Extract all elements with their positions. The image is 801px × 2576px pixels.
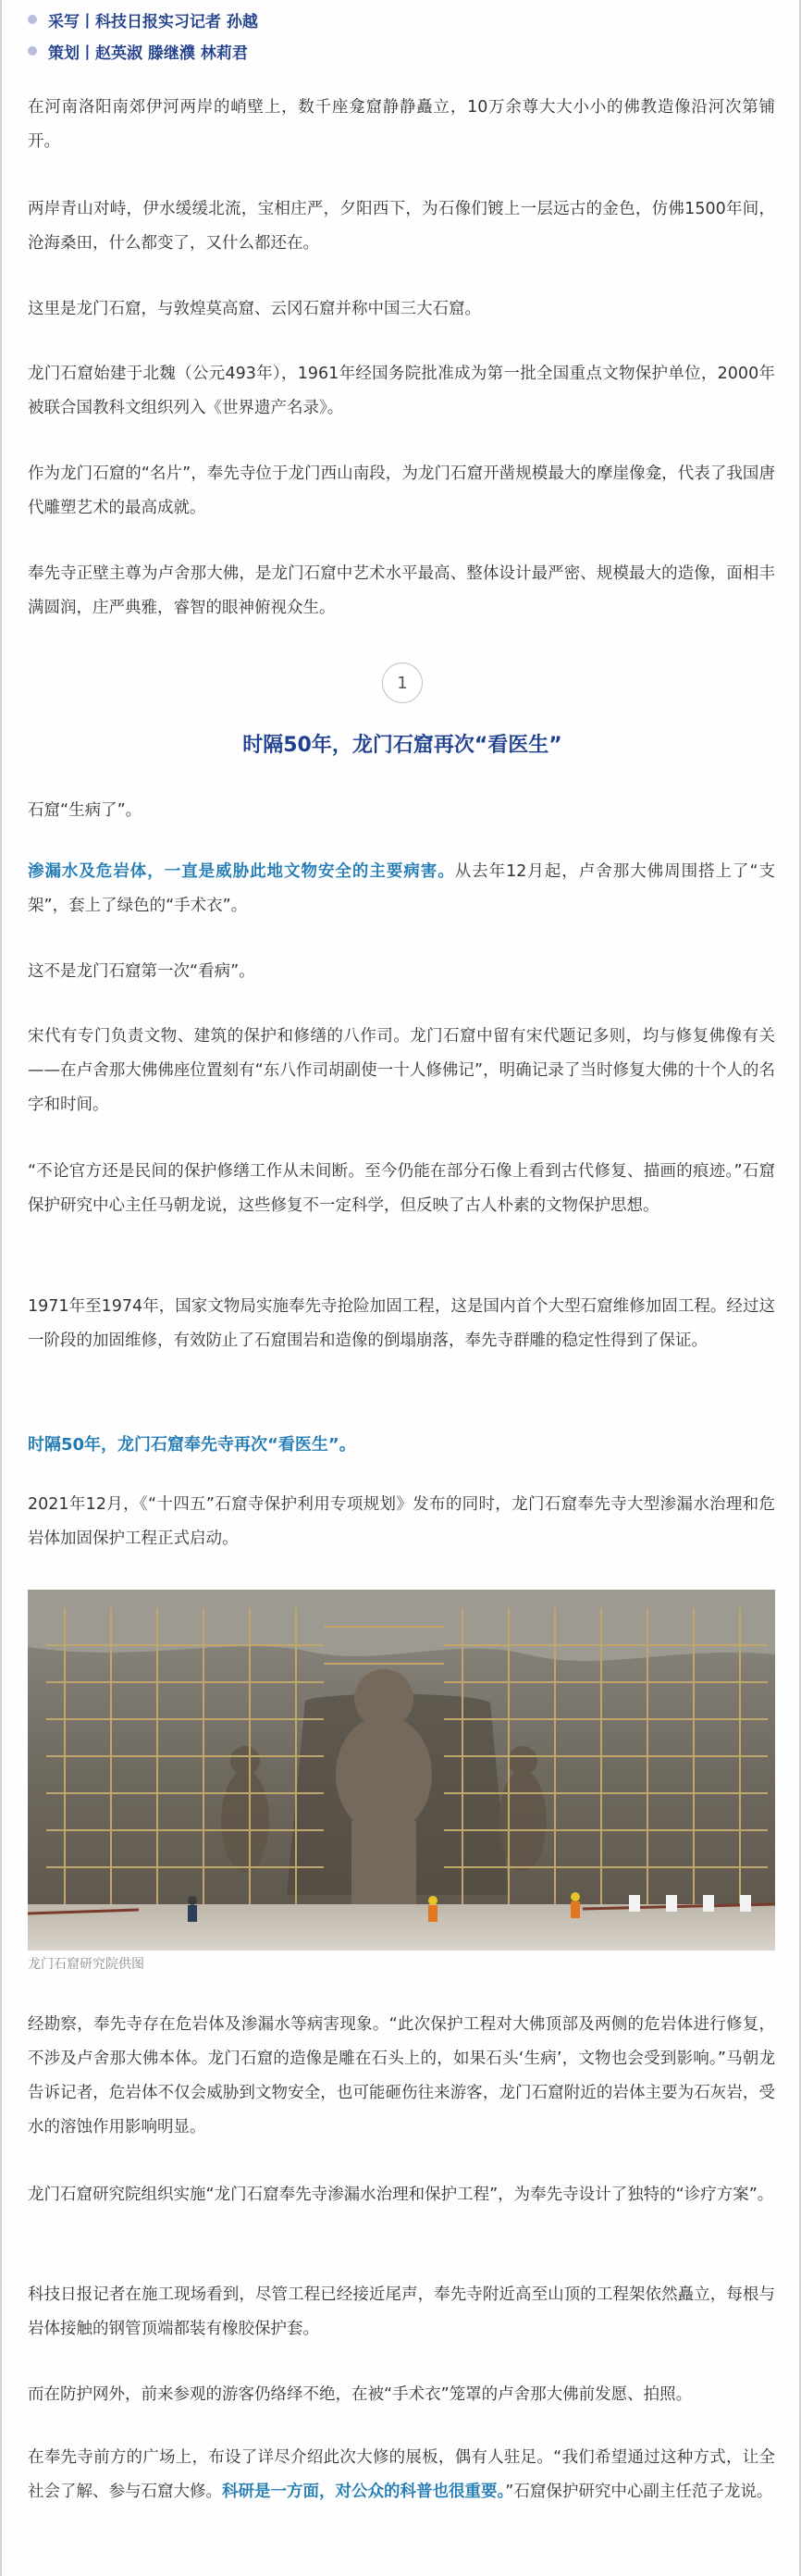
intro-paragraph-2: 两岸青山对峙，伊水缓缓北流，宝相庄严，夕阳西下，为石像们镀上一层远古的金色，仿佛1500年间，沧海桑田，什么都变了，又什么都还在。 (28, 200, 775, 253)
intro-paragraph-5: 作为龙门石窟的“名片”，奉先寺位于龙门西山南段，为龙门石窟开凿规模最大的摩崖像龛，代表了我国唐代雕塑艺术的最高成就。 (28, 464, 775, 517)
body-paragraph-4: 宋代有专门负责文物、建筑的保护和修缮的八作司。龙门石窟中留有宋代题记多则，均与修复佛像有关——在卢舍那大佛佛座位置刻有“东八作司胡副使一十人修佛记”，明确记录了当时修复大佛的十个人的名字和时间。 (28, 1027, 775, 1114)
photo-caption: 龙门石窟研究院供图 (28, 1957, 144, 1972)
byline-planning-text: 策划丨赵英淑 滕继濮 林莉君 (48, 43, 248, 63)
paragraph-text: ”石窟保护研究中心副主任范子龙说。 (505, 2483, 773, 2501)
section-number-badge: 1 (382, 663, 423, 703)
intro-paragraph-3: 这里是龙门石窟，与敦煌莫高窟、云冈石窟并称中国三大石窟。 (28, 300, 481, 318)
byline-reporter (28, 4, 258, 35)
bullet-icon (28, 15, 37, 24)
buddha-scaffold-photo (28, 1590, 775, 1951)
intro-paragraph-6: 奉先寺正壁主尊为卢舍那大佛，是龙门石窟中艺术水平最高、整体设计最严密、规模最大的造像，面相丰满圆润，庄严典雅，睿智的眼神俯视众生。 (28, 564, 775, 617)
paragraph-text: 从去年12月起，卢舍那大佛周围搭上了“支架”，套上了绿色的“手术衣”。 (28, 862, 775, 915)
intro-paragraph-1: 在河南洛阳南郊伊河两岸的峭壁上，数千座龛窟静静矗立，10万余尊大大小小的佛教造像沿河次第铺开。 (28, 98, 775, 151)
body-paragraph-6: 1971年至1974年，国家文物局实施奉先寺抢险加固工程，这是国内首个大型石窟维修加固工程。经过这一阶段的加固维修，有效防止了石窟围岩和造像的倒塌崩落，奉先寺群雕的稳定性得到了保证。 (28, 1297, 775, 1350)
body-paragraph-11: 而在防护网外，前来参观的游客仍络绎不绝，在被“手术衣”笼罩的卢舍那大佛前发愿、拍照。 (28, 2385, 693, 2404)
paragraph-text: 在奉先寺前方的广场上，布设了详尽介绍此次大修的展板，偶有人驻足。“我们希望通过这种方式，让全社会了解、参与石窟大修。 (28, 2448, 775, 2501)
byline (28, 4, 258, 67)
body-paragraph-1: 石窟“生病了”。 (28, 801, 142, 820)
body-paragraph-10: 科技日报记者在施工现场看到，尽管工程已经接近尾声，奉先寺附近高至山顶的工程架依然矗立，每根与岩体接触的钢管顶端都装有橡胶保护套。 (28, 2285, 775, 2338)
highlight-text: 科研是一方面，对公众的科普也很重要。 (222, 2483, 506, 2501)
highlight-text: 渗漏水及危岩体，一直是威胁此地文物安全的主要病害。 (28, 862, 455, 881)
byline-planning (28, 35, 258, 67)
byline-reporter-text: 采写丨科技日报实习记者 孙越 (48, 12, 258, 31)
bullet-icon (28, 46, 37, 56)
body-paragraph-7: 2021年12月，《“十四五”石窟寺保护利用专项规划》发布的同时，龙门石窟奉先寺大型渗漏水治理和危岩体加固保护工程正式启动。 (28, 1495, 775, 1548)
body-paragraph-8: 经勘察，奉先寺存在危岩体及渗漏水等病害现象。“此次保护工程对大佛顶部及两侧的危岩体进行修复，不涉及卢舍那大佛本体。龙门石窟的造像是雕在石头上的，如果石头‘生病’，文物也会受到影响。”马朝龙告诉记者，危岩体不仅会威胁到文物安全，也可能砸伤往来游客，龙门石窟附近的岩体主要为石灰岩，受水的溶蚀作用影响明显。 (28, 2015, 775, 2136)
sub-highlight: 时隔50年，龙门石窟奉先寺再次“看医生”。 (28, 1435, 356, 1455)
body-paragraph-2 (28, 855, 775, 923)
body-paragraph-12 (28, 2441, 775, 2509)
body-paragraph-9: 龙门石窟研究院组织实施“龙门石窟奉先寺渗漏水治理和保护工程”，为奉先寺设计了独特的“诊疗方案”。 (28, 2186, 774, 2204)
body-paragraph-5: “不论官方还是民间的保护修缮工作从未间断。至今仍能在部分石像上看到古代修复、描画的痕迹。”石窟保护研究中心主任马朝龙说，这些修复不一定科学，但反映了古人朴素的文物保护思想。 (28, 1162, 775, 1215)
intro-paragraph-4: 龙门石窟始建于北魏（公元493年），1961年经国务院批准成为第一批全国重点文物保护单位，2000年被联合国教科文组织列入《世界遗产名录》。 (28, 365, 775, 417)
body-paragraph-3: 这不是龙门石窟第一次“看病”。 (28, 962, 255, 981)
section-title: 时隔50年，龙门石窟再次“看医生” (242, 734, 562, 757)
